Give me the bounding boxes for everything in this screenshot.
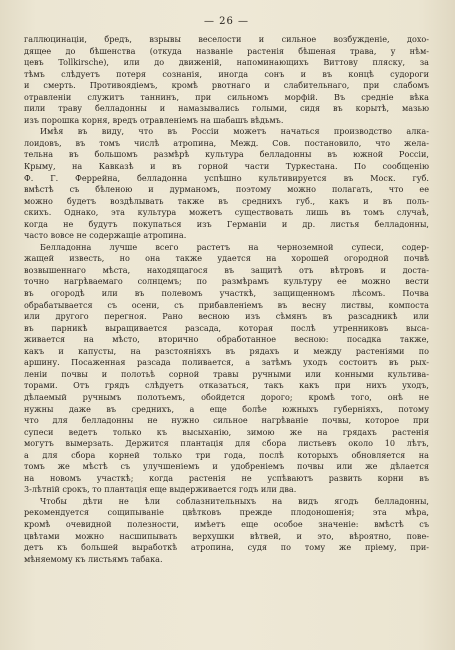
text-line: Ф. Г. Феррейна, белладонна успѣшно культивируется въ Моск. губ. <box>24 172 429 183</box>
text-line: когда не будутъ покупаться изъ Германіи и др. листья белладонны, <box>24 218 429 229</box>
text-line: точно нагрѣваемаго солнцемъ; по размѣрамъ культуру ее можно вести <box>24 276 429 287</box>
text-line: цвѣтами можно насшипывать верхушки вѣтвей, и это, вѣроятно, пове- <box>24 530 429 541</box>
text-line: леніи почвы и полотьѣ сорной травы ручными или конными культива- <box>24 368 429 379</box>
text-line: или другого перегноя. Рано весною изъ сѣмянъ въ разсадникѣ или <box>24 311 429 322</box>
text-line: обрабатывается съ осени, съ прибавленіемъ въ весну листвы, компоста <box>24 299 429 310</box>
text-line: тѣмъ слѣдуетъ потеря сознанія, иногда сонъ и въ концѣ судороги <box>24 68 429 79</box>
text-line: что для белладонны не нужно сильное нагрѣваніе почвы, которое при <box>24 415 429 426</box>
text-line: тельна въ большомъ размѣрѣ культура белладонны въ южной Россіи, <box>24 149 429 160</box>
text-line: изъ порошка корня, вредъ отравленіемъ на шабашъ вѣдьмъ. <box>24 114 284 125</box>
text-line: Белладонна лучше всего растетъ на черноземной супеси, содер- <box>40 241 429 252</box>
page-number: — 26 — <box>203 16 250 27</box>
text-line: могутъ вымерзать. Держится плантація для сбора листьевъ около 10 лѣтъ, <box>24 438 429 449</box>
text-line: супеси ведетъ только къ высыханію, зимою же на грядахъ растенія <box>24 426 429 437</box>
text-line: жащей известь, но она также удается на хорошей огородной почвѣ <box>24 253 429 264</box>
text-line: аршину. Посаженная разсада поливается, а затѣмъ уходъ состоитъ въ рых- <box>24 357 429 368</box>
text-line: галлюцинаціи, бредъ, взрывы веселости и сильное возбужденіе, дохо- <box>24 34 429 44</box>
text-line: мѣняемому къ листьямъ табака. <box>24 553 163 564</box>
text-line: а для сбора корней только три года, послѣ которыхъ обновляется на <box>24 449 429 460</box>
text-line: Имѣя въ виду, что въ Россіи можетъ начаться производство алка- <box>40 126 429 137</box>
text-line: въ парникѣ выращивается разсада, которая послѣ утренниковъ выса- <box>24 322 429 333</box>
text-line: торами. Отъ грядъ слѣдуетъ отказаться, такъ какъ при нихъ уходъ, <box>24 380 429 391</box>
text-line: въ огородѣ или въ полевомъ участкѣ, защищенномъ лѣсомъ. Почва <box>24 288 429 299</box>
text-line: нужны даже въ среднихъ, а еще болѣе южныхъ губерніяхъ, потому <box>24 403 429 414</box>
text-line: рекомендуется сощипываніе цвѣтковъ прежде плодоношенія; эта мѣра, <box>24 507 429 518</box>
text-line: лоидовъ, въ томъ числѣ атропина, Межд. Сов. постановило, что жела- <box>24 137 429 148</box>
text-line: можно будетъ воздѣлывать также въ среднихъ губ., какъ и въ поль- <box>24 195 429 206</box>
text-line: какъ и капусты, на разстояніяхъ въ рядахъ и между растеніями по <box>24 345 429 356</box>
text-line: скихъ. Однако, эта культура можетъ существовать лишь въ томъ случаѣ, <box>24 207 429 218</box>
text-line: томъ же мѣстѣ съ улучшеніемъ и удобреніемъ почвы или же дѣлается <box>24 461 429 472</box>
text-line: детъ къ большей выработкѣ атропина, судя по тому же пріему, при- <box>24 542 429 553</box>
text-line: Крыму, на Кавказѣ и въ горной части Туркестана. По сообщенію <box>24 161 429 172</box>
body-text <box>24 34 429 565</box>
text-line: часто вовсе не содержащіе атропина. <box>24 230 187 241</box>
text-line: дѣлаемый ручнымъ полотьемъ, обойдется дорого; кромѣ того, онѣ не <box>24 391 429 402</box>
text-line: живается на мѣсто, вторично обработанное весною: посадка также, <box>24 334 429 345</box>
text-line: отравленіи служитъ таннинъ, при сильномъ морфій. Въ средніе вѣка <box>24 91 429 102</box>
text-line: вмѣстѣ съ бѣленою и дурманомъ, поэтому можно полагать, что ее <box>24 184 429 195</box>
text-line: на новомъ участкѣ; когда растенія не успѣваютъ развить корни въ <box>24 472 429 483</box>
text-line: 3-лѣтній срокъ, то плантація еще выдерживается годъ или два. <box>24 484 297 495</box>
text-line: кромѣ очевидной полезности, имѣетъ еще особое значеніе: вмѣстѣ съ <box>24 518 429 529</box>
text-line: дящее до бѣшенства (откуда названіе растенія бѣшеная трава, у нѣм- <box>24 45 429 56</box>
text-line: цевъ Tollkirsche), или до движеній, напоминающихъ Виттову пляску, за <box>24 57 429 68</box>
text-line: и смерть. Противоядіемъ, кромѣ рвотнаго и слабительнаго, при слабомъ <box>24 80 429 91</box>
text-line: пили траву белладонны и намазывались голыми, сидя въ корытѣ, мазью <box>24 103 429 114</box>
text-line: Чтобы дѣти не ѣли соблазнительныхъ на видъ ягодъ белладонны, <box>40 495 429 506</box>
text-line: возвышеннаго мѣста, находящагося въ защитѣ отъ вѣтровъ и доста- <box>24 264 429 275</box>
